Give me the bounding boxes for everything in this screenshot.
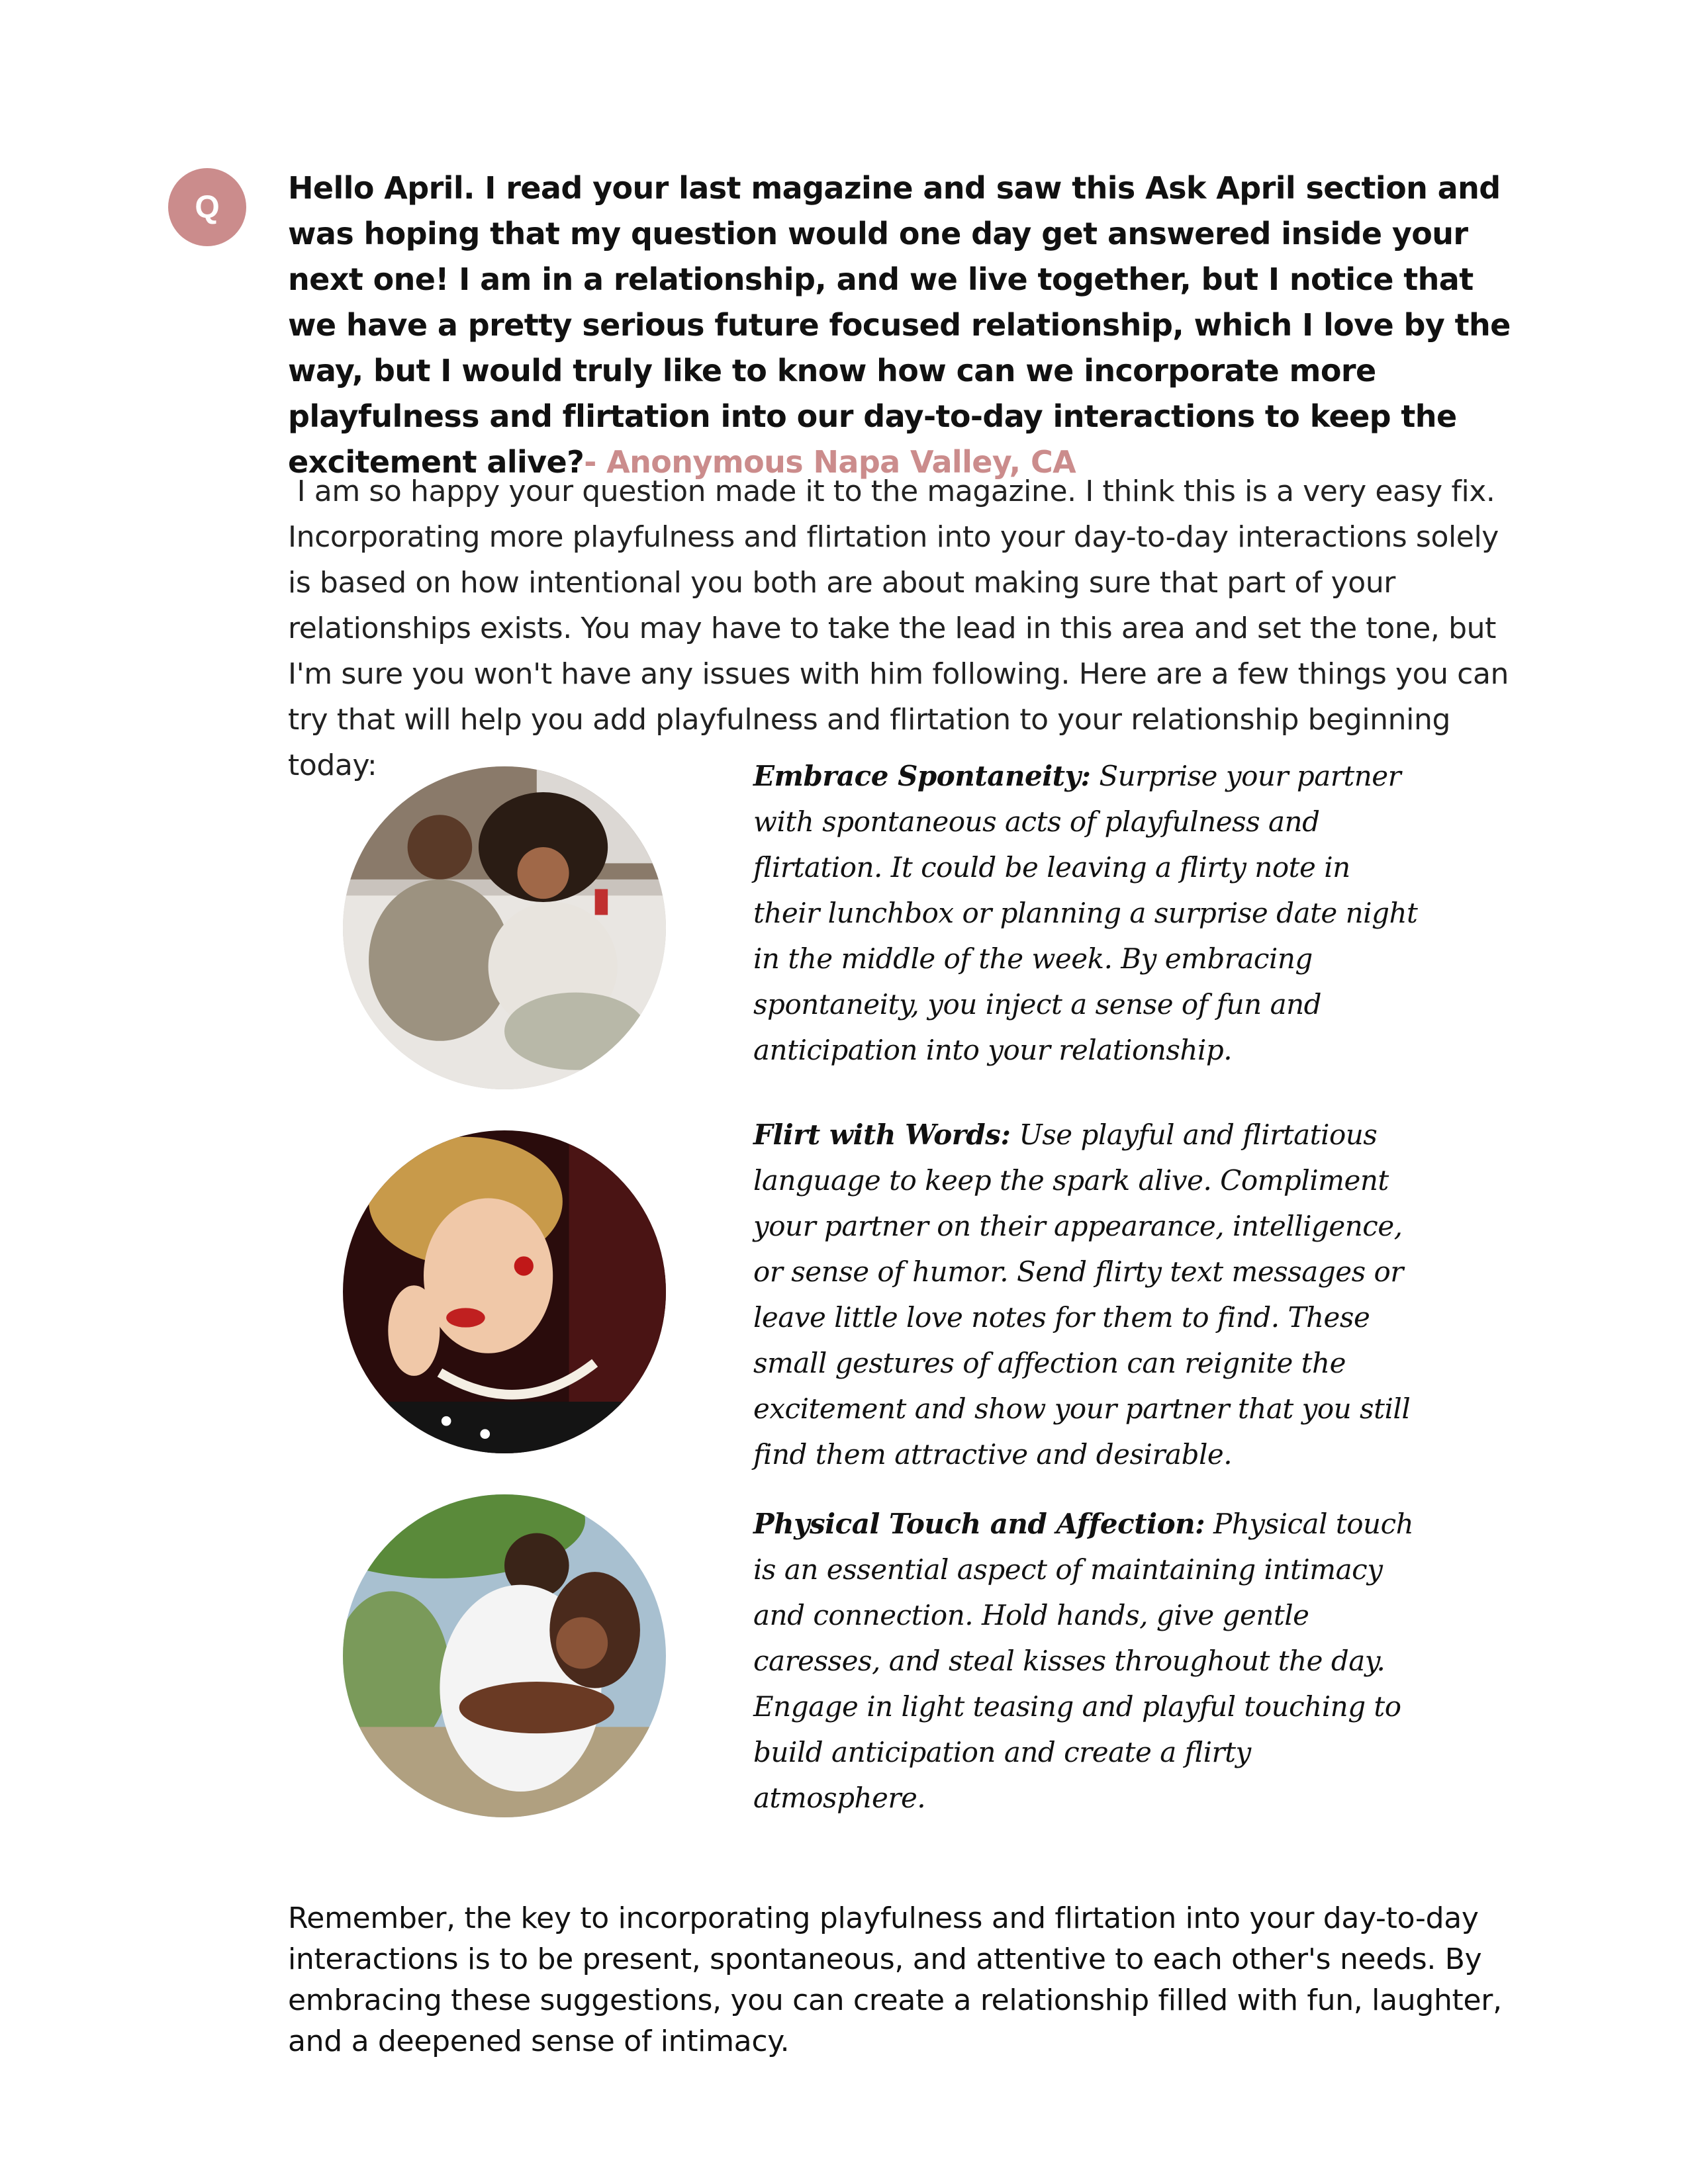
- tip-physical-touch: [753, 1501, 1422, 1821]
- tip-body: Surprise your partner with spontaneous acts of playfulness and flirtation. It could be leaving a flirty note in their lunchbox or planning a surprise date night in the middle of the week. By embracing spontaneity, you inject a sense of fun and anticipation into your relationship.: [753, 760, 1418, 1066]
- flirty-woman-photo: [343, 1130, 666, 1453]
- answer-intro-text: I am so happy your question made it to the magazine. I think this is a very easy fix. Incorporating more playfulness and flirtation into your day-to-day interactions solely is based on how intentional you both are about making sure that part of your relationships exists. You may have to take the lead in this area and set the tone, but I'm sure you won't have any issues with him following. Here are a few things you can try that will help you add playfulness and flirtation to your relationship beginning today:: [288, 475, 1509, 782]
- tip-spontaneity: [753, 753, 1422, 1073]
- question-text: Hello April. I read your last magazine and saw this Ask April section and was hoping that my question would one day get answered inside your next one! I am in a relationship, and we live together, but I notice that we have a pretty serious future focused relationship, which I love by the way, but I would truly like to know how can we incorporate more playfulness and flirtation into our day-to-day interactions to keep the excitement alive?: [288, 170, 1511, 480]
- tip-title: Embrace Spontaneity:: [753, 760, 1091, 792]
- tip-title: Physical Touch and Affection:: [753, 1508, 1205, 1540]
- couple-laughing-photo: [343, 766, 666, 1089]
- couple-embracing-photo: [343, 1494, 666, 1817]
- question-signature: - Anonymous Napa Valley, CA: [584, 444, 1076, 480]
- tip-body: Physical touch is an essential aspect of maintaining intimacy and connection. Hold hands, give gentle caresses, and steal kisses throughout the day. Engage in light teasing and playful touching to build anticipation and create a flirty atmosphere.: [753, 1508, 1414, 1814]
- question-badge-letter: Q: [195, 189, 220, 225]
- tip-flirt-words: [753, 1112, 1422, 1477]
- question-badge: [168, 168, 246, 246]
- reader-question: [288, 165, 1519, 485]
- tip-body: Use playful and flirtatious language to keep the spark alive. Compliment your partner on their appearance, intelligence, or sense of humor. Send flirty text messages or leave little love notes for them to find. These small gestures of affection can reignite the excitement and show your partner that you still find them attractive and desirable.: [753, 1118, 1411, 1471]
- answer-intro: [288, 469, 1519, 788]
- tip-title: Flirt with Words:: [753, 1118, 1011, 1151]
- closing-paragraph: Remember, the key to incorporating playfulness and flirtation into your day-to-day interactions is to be present, spontaneous, and attentive to each other's needs. By embracing these suggestions, you can create a relationship filled with fun, laughter, and a deepened sense of intimacy.: [288, 1901, 1502, 2058]
